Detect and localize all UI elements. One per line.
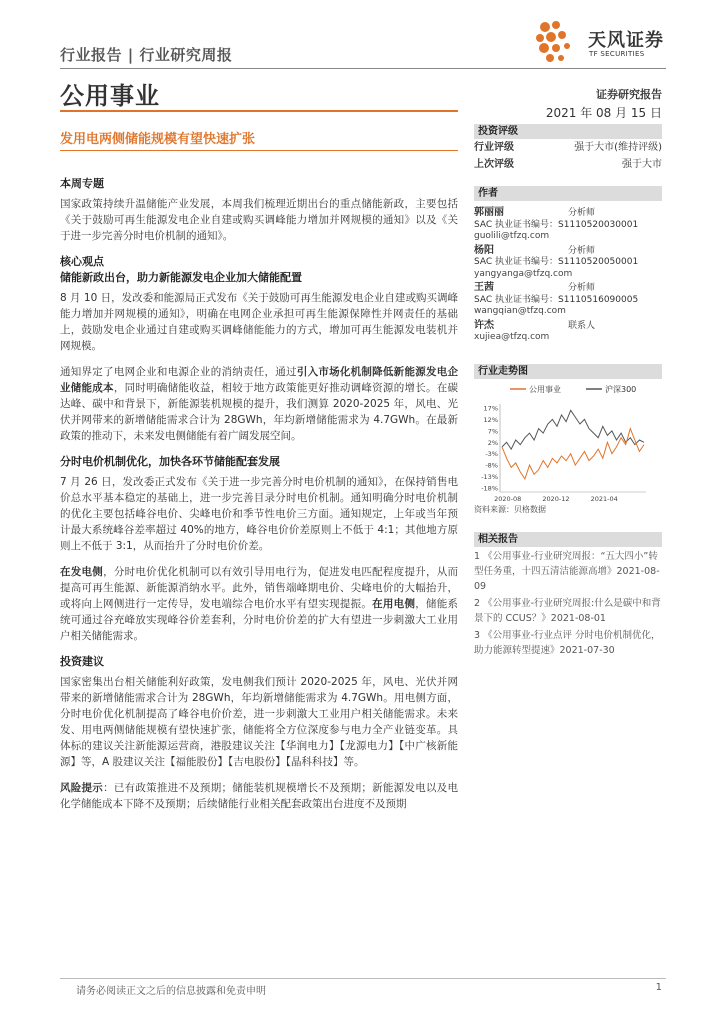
rating-row-industry [474,139,662,156]
related-reports-section [474,532,662,658]
chart-legend [510,384,636,394]
series-line-csi300 [502,410,644,449]
y-tick-label: 7% [487,427,498,436]
rating-section [474,124,662,173]
author-email[interactable]: xujiea@tfzq.com [474,332,550,342]
y-tick-label: -8% [485,461,498,470]
subtitle-divider [60,150,458,151]
core-para2-emphasis: 引入市场化机制降低新能源发电企业储能成本 [60,366,459,394]
related-reports-heading: 相关报告 [474,532,662,547]
y-tick-label: -18% [481,484,498,493]
footer-disclaimer: 请务必阅读正文之后的信息披露和免责申明 [76,986,266,997]
header-divider [60,68,666,69]
tou-para2-text-1: ，分时电价优化机制可以有效引导用电行为，促进发电匹配程度提升，从而提高可再生能源、新能源消纳水平。此外，销售端峰期电价、尖峰电价的大幅抬升，或将向上网侧进行一定传导，发电端综合电价水平有望实现提振。 [60,566,459,610]
report-date: 2021 年 08 月 15 日 [545,106,662,120]
trend-section [474,364,662,379]
author-email[interactable]: guolili@tfzq.com [474,231,550,241]
y-axis-ticks [481,405,498,493]
related-report-item[interactable]: 1 《公用事业-行业研究周报：“五大四小”转型任务重，十四五清洁能源高增》2021-08-09 [474,551,660,592]
author-sac: SAC 执业证书编号：S1110520030001 [474,219,639,230]
related-report-item[interactable]: 2 《公用事业-行业研究周报:什么是碳中和背景下的 CCUS？》2021-08-01 [474,598,661,624]
author-role: 分析师 [568,208,596,218]
x-tick-label: 2020-08 [494,495,522,503]
tf-securities-logo [532,16,672,66]
report-type-label: 行业报告 | 行业研究周报 [60,46,233,64]
report-kind: 证券研究报告 [596,88,662,101]
author-email[interactable]: yangyanga@tfzq.com [474,268,573,279]
footer-divider [60,978,666,979]
related-report-item[interactable]: 3 《公用事业-行业点评 分时电价机制优化，助力能源转型提速》2021-07-30 [474,630,661,656]
risk-label: 风险提示 [60,782,104,794]
rating-value: 强于大市 [622,159,662,170]
core-view-paragraph-2 [60,364,458,444]
rating-value: 强于大市(维持评级) [574,142,662,153]
investment-heading: 投资建议 [60,655,104,668]
rating-key: 行业评级 [474,142,514,153]
report-subtitle: 发用电两侧储能规模有望快速扩张 [60,132,256,147]
sector-title: 公用事业 [60,82,160,110]
y-tick-label: -3% [485,450,498,459]
core-para2-end: ，同时明确储能收益，相较于地方政策能更好推动调峰资源的增长。在碳达峰、碳中和背景下，新能源装机规模的提升，我们测算 2020-2025 年，风电、光伏并网带来的新增储能需求合计为 28GWh，年均新增储能需求为 4.7GWh。在最新政策的推动下，未来发电侧储能有着广阔发展空间。 [60,382,459,442]
x-tick-label: 2021-04 [590,495,618,503]
sector-divider [60,110,458,112]
author-entry [474,207,662,243]
legend-label-utilities: 公用事业 [529,385,561,394]
tou-subheading: 分时电价机制优化，加快各环节储能配套发展 [60,455,280,468]
rating-heading: 投资评级 [474,124,662,139]
industry-trend-chart [474,378,662,518]
core-view-paragraph-1: 8 月 10 日，发改委和能源局正式发布《关于鼓励可再生能源发电企业自建或购买调峰能力增加并网规模的通知》，明确在电网企业承担可再生能源保障性并网责任的基础上，鼓励发电企业通过自建或购买调峰储能能力的方式，增加可再生能源发电装机并网规模。 [60,292,458,352]
y-tick-label: 17% [483,404,498,413]
legend-label-csi300: 沪深300 [605,385,637,394]
tou-paragraph-1: 7 月 26 日，发改委正式发布《关于进一步完善分时电价机制的通知》，在保持销售电价总水平基本稳定的基础上，进一步完善目录分时电价机制。通知明确分时电价机制的优化主要包括峰谷电价、尖峰电价和季节性电价三方面。通知规定，上年或当年预计最大系统峰谷差率超过 40%的地方，峰谷电价价差原则上不低于 4:1；其他地方原则上不低于 3:1，从而抬升了分时电价价差。 [60,476,458,552]
weekly-topic-heading: 本周专题 [60,177,104,190]
author-name: 郭丽丽 [474,207,504,218]
tou-para2-generation-side: 在发电侧 [60,566,104,578]
core-view-heading: 核心观点 [60,255,104,268]
main-content [60,176,458,822]
core-para2-start: 通知界定了电网企业和电源企业的消纳责任，通过 [60,366,297,378]
y-tick-label: -13% [481,473,498,482]
author-sac: SAC 执业证书编号：S1110516090005 [474,294,639,305]
x-axis-ticks [494,495,618,503]
author-email[interactable]: wangqian@tfzq.com [474,306,566,316]
trend-heading: 行业走势图 [474,364,662,379]
author-entry [474,320,662,344]
authors-heading: 作者 [474,186,662,201]
tou-paragraph-2 [60,564,458,644]
investment-paragraph: 国家密集出台相关储能利好政策，发电侧我们预计 2020-2025 年，风电、光伏并网带来的新增储能需求合计为 28GWh，年均新增储能需求为 4.7GWh。用电侧方面，分时电价优化机制提高了峰谷电价价差，进一步刺激大工业用户相关储能需求。未来发、用电两侧储能规模有望快速扩张，储能将全方位深度参与电力全产业链变革。具体标的建议关注新能源运营商，港股建议关注【华润电力】【龙源电力】【中广核新能源】等，A 股建议关注【福能股份】【吉电股份】【晶科科技】等。 [60,676,458,768]
logo-english-text: TF SECURITIES [589,50,645,58]
logo-chinese-text: 天风证券 [588,30,664,51]
y-tick-label: 2% [487,438,498,447]
tou-para2-consumption-side: 在用电侧 [372,598,416,610]
x-tick-label: 2020-12 [542,495,570,503]
page-number: 1 [655,982,662,993]
author-name: 许杰 [474,319,494,331]
rating-key: 上次评级 [474,159,514,170]
author-name: 王茜 [474,282,494,293]
risk-paragraph [60,780,458,812]
weekly-topic-paragraph: 国家政策持续升温储能产业发展，本周我们梳理近期出台的重点储能新政，主要包括《关于鼓励可再生能源发电企业自建或购买调峰能力增加并网规模的通知》以及《关于进一步完善分时电价机制的通知》。 [60,198,458,242]
rating-row-previous [474,156,662,173]
y-tick-label: 12% [483,415,498,424]
chart-source-note: 资料来源：贝格数据 [474,505,546,514]
author-entry [474,245,662,281]
risk-text: ：已有政策推进不及预期；储能装机规模增长不及预期；新能源发电以及电化学储能成本下降不及预期；后续储能行业相关配套政策出台进度不及预期 [60,782,459,810]
logo-mark-icon [532,16,582,66]
tou-para2-text-2: ，储能系统可通过谷充峰放实现峰谷价差套利，分时电价价差的扩大有望进一步刺激大工业用户相关储能需求。 [60,598,459,642]
author-role: 分析师 [568,245,596,256]
author-name: 杨阳 [474,244,494,256]
author-sac: SAC 执业证书编号：S1110520050001 [474,257,639,267]
author-role: 联系人 [568,320,596,331]
core-view-subheading: 储能新政出台，助力新能源发电企业加大储能配置 [60,271,302,284]
authors-section [474,186,662,344]
author-role: 分析师 [568,283,596,293]
author-entry [474,282,662,318]
